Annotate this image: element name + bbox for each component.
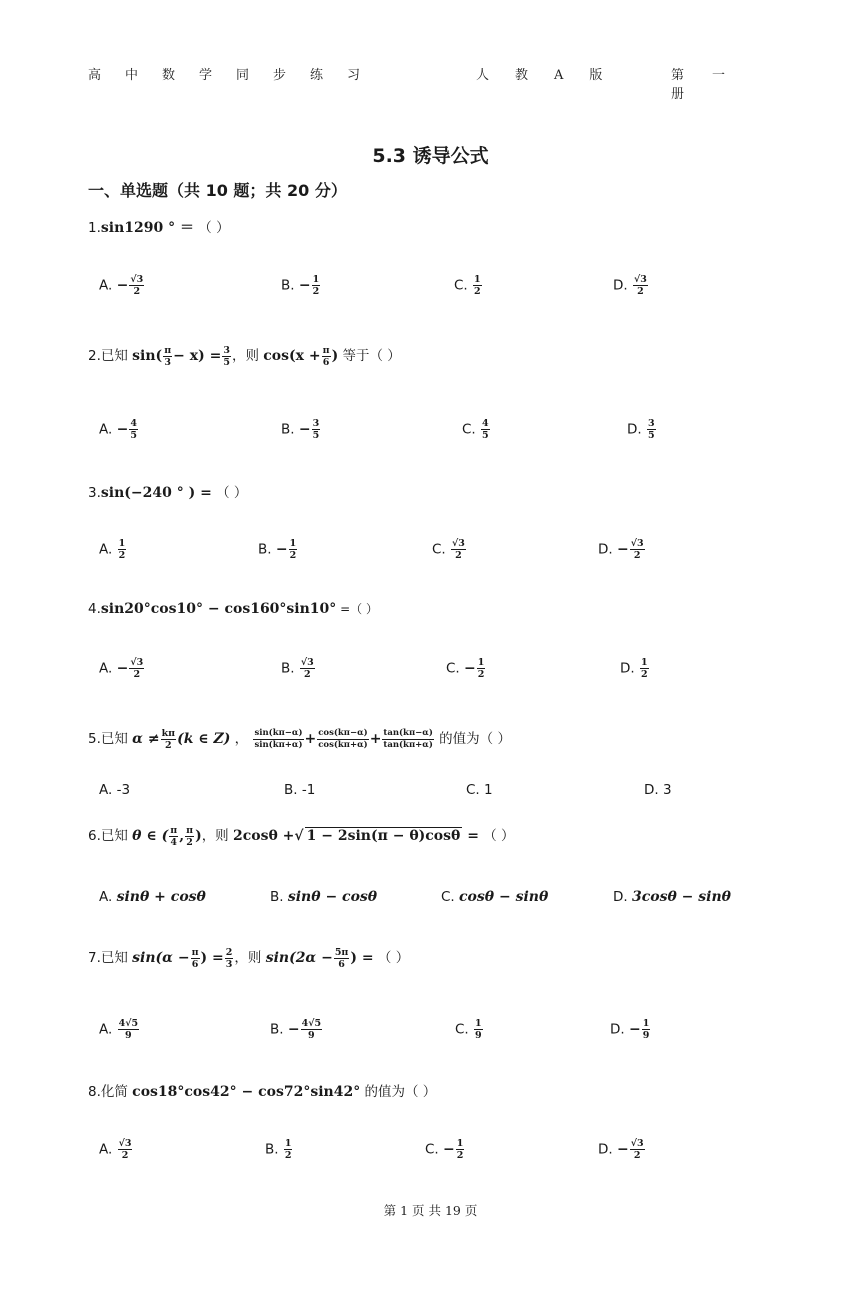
option-fraction: $\frac{√3}{2}$ <box>633 274 647 297</box>
option-fraction: $\frac{√3}{2}$ <box>630 538 644 561</box>
question-number: 3. <box>88 485 101 501</box>
expr-part: (k ∈ Z) <box>177 731 231 747</box>
option-fraction: $\frac{1}{9}$ <box>475 1018 482 1041</box>
fraction: $\frac{\pi}{6}$ <box>191 946 199 970</box>
question-number: 2.已知 <box>88 348 133 364</box>
sqrt-radicand: 1 − 2sin(π − θ)cosθ <box>306 828 461 844</box>
option-d[interactable]: D. 3 <box>644 782 672 798</box>
option-fraction: $\frac{√3}{2}$ <box>118 1138 132 1161</box>
expr-part: θ ∈ ( <box>132 828 169 844</box>
question-number: 4. <box>88 601 101 617</box>
option-c[interactable]: C. $\frac{1}{9}$ <box>455 1018 482 1041</box>
expr-part: cos(x + <box>263 348 321 364</box>
question-number: 1. <box>88 220 101 236</box>
answer-blank: （ ） <box>216 485 248 501</box>
expr-part: 2cosθ + <box>232 828 295 844</box>
option-a[interactable]: A. $\frac{√3}{2}$ <box>99 1138 132 1161</box>
option-fraction: $\frac{√3}{2}$ <box>452 538 465 561</box>
text-part: 的值为（ ） <box>360 1084 437 1100</box>
section-heading: 一、单选题（共 10 题；共 20 分） <box>88 181 347 200</box>
expr-part: sin( <box>132 348 163 364</box>
option-c[interactable]: C. cosθ − sinθ <box>441 889 549 905</box>
header-left: 高中数学同步练习 <box>88 68 385 83</box>
text-part: ， <box>230 731 253 747</box>
option-c[interactable] <box>454 274 483 297</box>
text-part: 等于（ ） <box>338 348 401 364</box>
option-c[interactable]: C. $\frac{4}{5}$ <box>462 418 489 441</box>
question-number: 7.已知 <box>88 950 133 966</box>
option-a[interactable]: A. $\frac{1}{2}$ <box>99 538 126 561</box>
text-part: ，则 <box>201 828 233 844</box>
option-c[interactable]: C. $\frac{√3}{2}$ <box>432 538 465 561</box>
question-2 <box>88 344 401 368</box>
option-b[interactable]: B. sinθ − cosθ <box>270 889 378 905</box>
option-fraction: $\frac{1}{2}$ <box>477 657 485 680</box>
question-6: 6.已知 θ ∈ ( $\frac{\pi}{4}$ , $\frac{\pi}{2}$ )，则 2cosθ +√ 1 − 2sin(π − θ)cosθ = （ ） <box>88 824 515 848</box>
option-fraction: $\frac{√3}{2}$ <box>630 1138 644 1161</box>
page-title: 5.3 诱导公式 <box>372 145 489 167</box>
text-part: ，则 <box>234 950 266 966</box>
option-fraction: $\frac{4√5}{9}$ <box>301 1018 322 1041</box>
option-fraction: $\frac{4√5}{9}$ <box>118 1018 139 1041</box>
answer-blank: （ ） <box>198 220 230 236</box>
option-fraction: $\frac{1}{2}$ <box>289 538 297 561</box>
option-d[interactable]: D. $\frac{1}{2}$ <box>620 657 648 680</box>
option-fraction: $\frac{1}{2}$ <box>312 274 320 297</box>
expr-part: sin(α − <box>132 950 190 966</box>
option-fraction: $\frac{√3}{2}$ <box>130 657 144 680</box>
option-fraction: $\frac{1}{2}$ <box>474 274 481 297</box>
fraction: $\frac{k\pi}{2}$ <box>161 727 176 751</box>
option-label: D. <box>613 277 632 294</box>
fraction: $\frac{\pi}{6}$ <box>322 344 330 368</box>
fraction: $\frac{3}{5}$ <box>223 344 230 368</box>
option-sign: − <box>298 277 311 294</box>
question-3 <box>88 481 247 501</box>
option-b[interactable]: B. $\frac{1}{2}$ <box>265 1138 292 1161</box>
option-fraction: $\frac{4}{5}$ <box>482 418 489 441</box>
question-5: 5.已知 α ≠ $\frac{k\pi}{2}$ (k ∈ Z) ， $\frac{\sin(k\pi-\alpha)}{\sin(k\pi+\alpha)}$ + $\frac{\cos(k\pi-\alpha)}{\cos(k\pi+\alpha)}$ + $\frac{\tan(k\pi-\alpha)}{\tan(k\pi+\alpha)}$ 的值为（ ） <box>88 727 511 751</box>
question-expr: sin1290 ° ＝ <box>100 220 194 236</box>
text-part: ，则 <box>231 348 264 364</box>
option-d[interactable]: D. − $\frac{√3}{2}$ <box>598 1138 644 1161</box>
question-expr: sin20°cos10° − cos160°sin10° <box>100 601 337 617</box>
question-number: 5.已知 <box>88 731 133 747</box>
fraction: $\frac{\pi}{3}$ <box>164 344 172 368</box>
option-sign: − <box>116 277 129 294</box>
expr-part: sin(2α − <box>265 950 333 966</box>
sqrt-symbol: √ <box>294 828 304 844</box>
option-fraction: $\frac{1}{2}$ <box>284 1138 292 1161</box>
question-8 <box>88 1080 436 1100</box>
option-d[interactable]: D. 3cosθ − sinθ <box>613 889 732 905</box>
option-c[interactable]: C. − $\frac{1}{2}$ <box>446 657 485 680</box>
option-c[interactable]: C. − $\frac{1}{2}$ <box>425 1138 464 1161</box>
option-fraction: $\frac{1}{9}$ <box>642 1018 650 1041</box>
answer-blank: =（ ） <box>336 602 378 616</box>
expr-part: α ≠ <box>132 731 160 747</box>
question-expr: cos18°cos42° − cos72°sin42° <box>132 1084 361 1100</box>
option-d[interactable]: D. − $\frac{√3}{2}$ <box>598 538 644 561</box>
expr-part: ) <box>331 348 339 364</box>
option-b[interactable] <box>281 274 321 297</box>
question-number: 6.已知 <box>88 828 133 844</box>
option-fraction: $\frac{4}{5}$ <box>130 418 137 441</box>
option-a[interactable]: A. -3 <box>99 782 131 798</box>
page-header <box>88 64 778 102</box>
fraction: $\frac{\pi}{4}$ <box>170 824 178 848</box>
option-a[interactable]: A. − $\frac{√3}{2}$ <box>99 657 144 680</box>
option-d[interactable] <box>613 274 649 297</box>
option-fraction: $\frac{√3}{2}$ <box>300 657 314 680</box>
option-label: C. <box>454 277 473 294</box>
question-expr: sin(−240 ° ) = <box>100 485 212 501</box>
option-fraction: $\frac{1}{2}$ <box>118 538 126 561</box>
fraction: $\frac{\pi}{2}$ <box>186 824 194 848</box>
option-label: A. <box>99 277 117 294</box>
text-part: 的值为（ ） <box>434 731 511 747</box>
expr-part: − x) = <box>173 348 222 364</box>
option-label: B. <box>281 277 299 294</box>
option-fraction: $\frac{3}{5}$ <box>312 418 320 441</box>
answer-blank: （ ） <box>483 828 515 844</box>
question-7: 7.已知 sin(α − $\frac{\pi}{6}$ ) = $\frac{2}{3}$ ，则 sin(2α − $\frac{5\pi}{6}$ ) = （ ） <box>88 946 410 970</box>
fraction: $\frac{\sin(k\pi-\alpha)}{\sin(k\pi+\alpha)}$ <box>254 727 303 750</box>
header-right: 第一册 <box>671 68 754 102</box>
fraction: $\frac{5\pi}{6}$ <box>334 946 349 970</box>
fraction: $\frac{\cos(k\pi-\alpha)}{\cos(k\pi+\alpha)}$ <box>318 727 368 750</box>
option-b[interactable]: B. − $\frac{3}{5}$ <box>281 418 320 441</box>
question-1 <box>88 216 230 237</box>
question-4 <box>88 600 378 617</box>
answer-blank: （ ） <box>377 950 410 966</box>
option-a[interactable]: A. − $\frac{4}{5}$ <box>99 418 137 441</box>
question-number: 8.化简 <box>88 1084 133 1100</box>
option-b[interactable]: B. − $\frac{4√5}{9}$ <box>270 1018 322 1041</box>
option-b[interactable]: B. $\frac{√3}{2}$ <box>281 657 314 680</box>
option-b[interactable]: B. − $\frac{1}{2}$ <box>258 538 297 561</box>
option-a[interactable]: A. sinθ + cosθ <box>99 889 206 905</box>
option-fraction: $\frac{3}{5}$ <box>647 418 655 441</box>
option-fraction: $\frac{1}{2}$ <box>456 1138 464 1161</box>
option-b[interactable]: B. -1 <box>284 782 316 798</box>
header-center: 人教A版 <box>476 68 629 83</box>
option-d[interactable]: D. $\frac{3}{5}$ <box>627 418 655 441</box>
page-footer: 第 1 页 共 19 页 <box>383 1203 478 1218</box>
option-c[interactable]: C. 1 <box>466 782 493 798</box>
fraction: $\frac{2}{3}$ <box>225 946 233 970</box>
option-fraction: $\frac{1}{2}$ <box>640 657 648 680</box>
fraction: $\frac{\tan(k\pi-\alpha)}{\tan(k\pi+\alpha)}$ <box>383 727 433 750</box>
option-a[interactable] <box>99 274 145 297</box>
option-a[interactable]: A. $\frac{4√5}{9}$ <box>99 1018 139 1041</box>
option-fraction: $\frac{√3}{2}$ <box>130 274 144 297</box>
option-d[interactable]: D. − $\frac{1}{9}$ <box>610 1018 650 1041</box>
